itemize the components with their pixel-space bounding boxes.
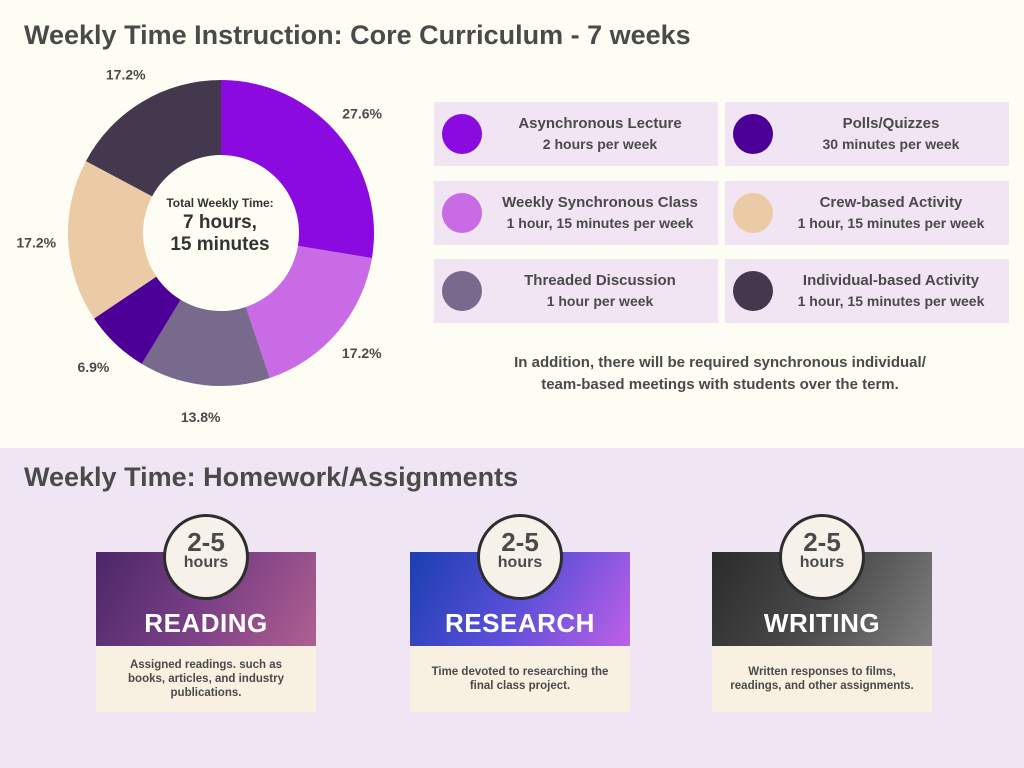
card-description: Assigned readings. such as books, articles, and industry publications. xyxy=(96,646,316,712)
total-line-1: 7 hours, xyxy=(183,212,257,233)
hours-range: 2-5 xyxy=(187,527,225,557)
note-line-1: In addition, there will be required synchronous individual/ xyxy=(514,354,926,371)
donut-slice-label: 17.2% xyxy=(105,66,146,83)
hours-unit: hours xyxy=(497,554,543,571)
homework-card-research xyxy=(410,527,630,712)
synchronous-meetings-note xyxy=(440,352,1000,396)
legend-detail: 2 hours per week xyxy=(542,136,658,152)
legend-name: Asynchronous Lecture xyxy=(518,115,682,132)
hours-badge xyxy=(779,514,865,600)
legend-detail: 30 minutes per week xyxy=(822,136,960,152)
legend-name: Threaded Discussion xyxy=(524,272,676,289)
legend-name: Individual-based Activity xyxy=(802,272,980,289)
hours-range: 2-5 xyxy=(803,527,841,557)
donut-slice-label: 17.2% xyxy=(16,234,57,251)
legend-item-asynchronous-lecture xyxy=(434,102,718,166)
legend-item-polls-quizzes xyxy=(725,102,1009,166)
legend-swatch xyxy=(733,271,773,311)
card-label: READING xyxy=(144,608,268,638)
hours-unit: hours xyxy=(183,554,229,571)
card-description: Written responses to films, readings, and other assignments. xyxy=(712,646,932,712)
donut-slice-label: 6.9% xyxy=(77,358,110,375)
card-description: Time devoted to researching the final class project. xyxy=(410,646,630,712)
legend-swatch xyxy=(442,271,482,311)
donut-slice-label: 27.6% xyxy=(342,105,383,122)
legend-item-individual-based-activity xyxy=(725,259,1009,323)
hours-badge xyxy=(477,514,563,600)
legend-name: Weekly Synchronous Class xyxy=(502,194,698,211)
total-line-2: 15 minutes xyxy=(170,234,270,255)
legend-name: Crew-based Activity xyxy=(819,194,963,211)
hours-unit: hours xyxy=(799,554,845,571)
legend-item-weekly-synchronous-class xyxy=(434,181,718,245)
legend-detail: 1 hour per week xyxy=(546,293,654,309)
note-line-2: team-based meetings with students over the term. xyxy=(541,376,899,393)
card-label: RESEARCH xyxy=(445,608,595,638)
total-caption: Total Weekly Time: xyxy=(166,196,274,210)
legend-swatch xyxy=(733,114,773,154)
hours-badge xyxy=(163,514,249,600)
homework-card-writing xyxy=(712,527,932,712)
donut-center-label xyxy=(140,196,300,256)
hours-range: 2-5 xyxy=(501,527,539,557)
legend-name: Polls/Quizzes xyxy=(842,115,940,132)
card-label: WRITING xyxy=(763,608,881,638)
legend-detail: 1 hour, 15 minutes per week xyxy=(797,293,985,309)
legend-item-threaded-discussion xyxy=(434,259,718,323)
legend-item-crew-based-activity xyxy=(725,181,1009,245)
donut-slice-label: 17.2% xyxy=(341,345,382,362)
legend-swatch xyxy=(442,193,482,233)
legend-swatch xyxy=(733,193,773,233)
core-title: Weekly Time Instruction: Core Curriculum - 7 weeks xyxy=(24,20,691,50)
legend-detail: 1 hour, 15 minutes per week xyxy=(506,215,694,231)
legend-detail: 1 hour, 15 minutes per week xyxy=(797,215,985,231)
homework-card-reading xyxy=(96,527,316,712)
legend-swatch xyxy=(442,114,482,154)
homework-title: Weekly Time: Homework/Assignments xyxy=(24,462,519,492)
donut-slice-label: 13.8% xyxy=(180,408,221,425)
